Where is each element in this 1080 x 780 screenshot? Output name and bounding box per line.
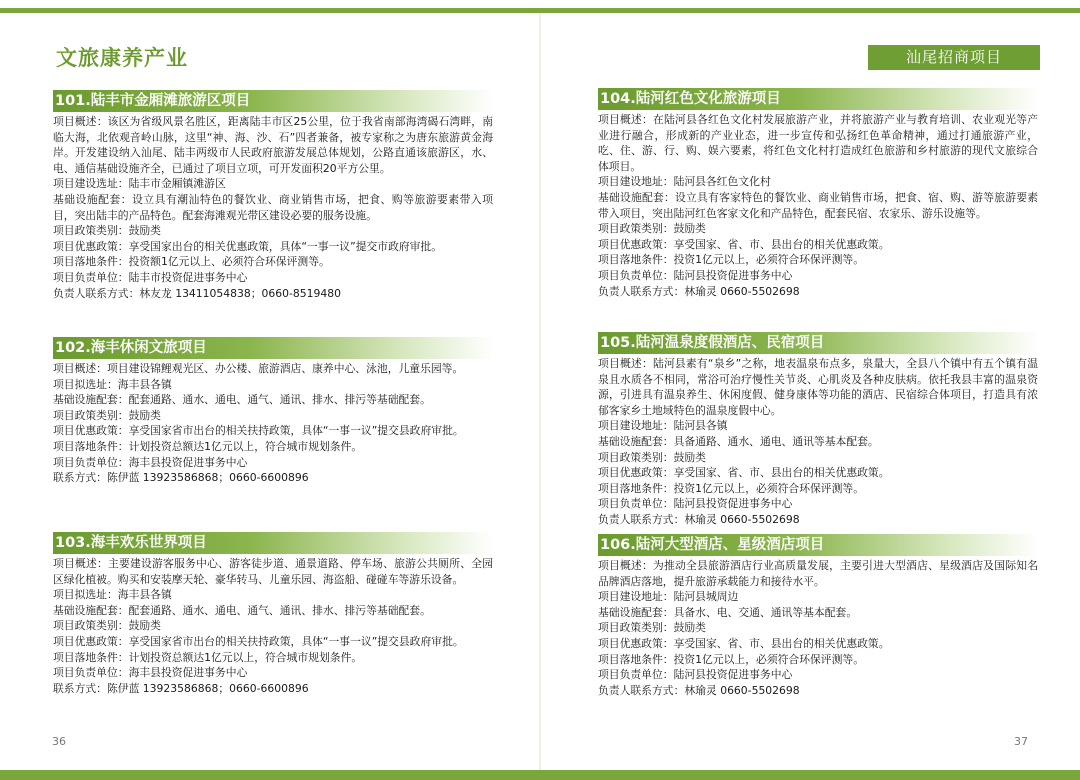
field-label: 项目优惠政策： <box>53 239 129 253</box>
project-field <box>53 665 493 681</box>
field-value: 具备水、电、交通、通讯等基本配套。 <box>673 605 858 619</box>
project-field <box>598 558 1038 589</box>
project-105 <box>598 332 1038 528</box>
project-field <box>53 270 493 286</box>
field-value: 该区为省级风景名胜区，距离陆丰市区25公里，位于我省南部海湾碣石湾畔，南临大海，北依观音岭山脉，这里“神、海、沙、石”四者兼备，被专家称之为唐东旅游黄金海岸。开发建设纳入汕尾、陆丰两级市人民政府旅游发展总体规划，公路直通该旅游区，水、电、通信基础设施齐全，已通过了项目立项，可开发面积20平方公里。 <box>53 115 493 175</box>
field-label: 项目落地条件： <box>53 255 129 269</box>
project-header <box>53 90 493 112</box>
project-body <box>598 110 1038 299</box>
section-title: 文旅康养产业 <box>56 46 188 70</box>
field-value: 计划投资总额达1亿元以上，符合城市规划条件。 <box>128 439 363 453</box>
field-label: 联系方式： <box>53 471 107 485</box>
project-field <box>598 683 1038 699</box>
project-field <box>53 455 493 471</box>
project-field <box>53 408 493 424</box>
field-label: 项目负责单位： <box>53 666 129 680</box>
field-value: 设立具有潮汕特色的餐饮业、商业销售市场，把食、购等旅游要素带入项目，突出陆丰的产品特色。配套海滩观光带区建设必要的服务设施。 <box>53 192 494 222</box>
field-value: 鼓励类 <box>128 619 161 633</box>
project-title: 104.陆河红色文化旅游项目 <box>600 91 781 107</box>
field-label: 项目优惠政策： <box>598 636 674 650</box>
project-field <box>598 636 1038 652</box>
field-label: 项目概述： <box>53 362 107 375</box>
field-value: 鼓励类 <box>128 408 161 422</box>
field-label: 项目拟选址： <box>53 377 118 391</box>
field-value: 享受国家省市出台的相关扶持政策，具体“一事一议”提交县政府审批。 <box>128 424 464 438</box>
field-value: 投资额1亿元以上、必须符合环保评测等。 <box>128 255 330 269</box>
project-header <box>598 534 1038 556</box>
project-field <box>598 237 1038 253</box>
project-title: 101.陆丰市金厢滩旅游区项目 <box>55 93 251 109</box>
project-field <box>53 470 493 486</box>
project-title: 103.海丰欢乐世界项目 <box>55 535 207 551</box>
field-label: 项目优惠政策： <box>53 424 129 438</box>
bottom-decorative-bar <box>0 770 1080 780</box>
field-label: 项目落地条件： <box>53 650 129 664</box>
field-label: 项目政策类别： <box>53 619 129 633</box>
field-value: 海丰县各镇 <box>117 588 172 602</box>
field-value: 在陆河县各红色文化村发展旅游产业，并将旅游产业与教育培训、农业观光等产业进行融合，形成新的产业业态，进一步宣传和弘扬红色革命精神，通过打通旅游产业，吃、住、游、行、购、娱六要素，将红色文化村打造成红色旅游和乡村旅游的现代文旅综合体项目。 <box>598 113 1039 173</box>
field-label: 项目概述： <box>598 357 653 370</box>
field-label: 项目优惠政策： <box>598 466 674 480</box>
field-value: 陆河县素有“泉乡”之称，地表温泉布点多，泉量大，全县八个镇中有五个镇有温泉且水质各不相同，常浴可治疗慢性关节炎、心肌炎及各种皮肤病。依托我县丰富的温泉资源，引进具有温泉养生、休闲度假、健身康体等功能的酒店、民宿综合体项目，打造具有浓郁客家乡土地域特色的温泉度假中心。 <box>598 357 1038 417</box>
project-field <box>598 450 1038 466</box>
field-value: 配套通路、通水、通电、通气、通讯、排水、排污等基础配套。 <box>128 603 431 617</box>
field-value: 享受国家、省、市、县出台的相关优惠政策。 <box>673 636 890 650</box>
field-value: 陆河县各红色文化村 <box>673 175 771 189</box>
field-value: 陈伊蓝 13923586868；0660-6600896 <box>106 681 309 695</box>
field-label: 项目概述： <box>598 559 654 572</box>
field-label: 基础设施配套： <box>53 192 133 206</box>
field-label: 项目概述： <box>53 557 109 570</box>
field-value: 设立具有客家特色的餐饮业、商业销售市场，把食、宿、购、游等旅游要素带入项目，突出陆河红色客家文化和产品特色，配套民宿、农家乐、游乐设施等。 <box>598 190 1039 220</box>
project-body <box>53 112 493 301</box>
project-field <box>53 681 493 697</box>
field-value: 配套通路、通水、通电、通气、通讯、排水、排污等基础配套。 <box>128 393 431 407</box>
project-field <box>598 512 1038 528</box>
project-field <box>53 286 493 302</box>
field-label: 项目负责单位： <box>53 455 129 469</box>
project-field <box>53 423 493 439</box>
field-label: 项目落地条件： <box>598 652 674 666</box>
field-value: 主要建设游客服务中心、游客徒步道、通景道路、停车场、旅游公共厕所、全园区绿化植被。购买和安装摩天轮、豪华转马、儿童乐园、海盗船、碰碰车等游乐设备。 <box>53 557 494 586</box>
field-label: 项目负责单位： <box>598 497 674 511</box>
project-field <box>598 465 1038 481</box>
field-label: 联系方式： <box>53 681 107 695</box>
project-field <box>598 356 1038 418</box>
field-value: 陆河县投资促进事务中心 <box>673 668 793 682</box>
field-value: 陆河县投资促进事务中心 <box>673 497 793 511</box>
project-field <box>53 239 493 255</box>
project-title: 106.陆河大型酒店、星级酒店项目 <box>600 537 825 553</box>
project-body <box>598 556 1038 698</box>
project-field <box>53 361 493 377</box>
project-header <box>598 88 1038 110</box>
project-field <box>598 418 1038 434</box>
project-field <box>598 620 1038 636</box>
project-field <box>53 192 493 223</box>
field-label: 负责人联系方式： <box>53 286 140 300</box>
project-field <box>598 605 1038 621</box>
field-value: 海丰县投资促进事务中心 <box>128 666 248 680</box>
field-value: 陆河县各镇 <box>673 419 728 433</box>
project-field <box>53 587 493 603</box>
project-field <box>598 589 1038 605</box>
project-field <box>53 650 493 666</box>
field-label: 项目建设地址： <box>598 590 674 604</box>
field-label: 项目负责单位： <box>598 668 674 682</box>
project-body <box>53 554 493 696</box>
project-field <box>598 252 1038 268</box>
field-label: 基础设施配套： <box>53 393 129 407</box>
field-label: 项目概述： <box>598 113 654 126</box>
project-field <box>598 652 1038 668</box>
field-label: 项目建设地址： <box>598 175 674 189</box>
field-value: 享受国家、省、市、县出台的相关优惠政策。 <box>673 466 890 480</box>
header-badge: 汕尾招商项目 <box>868 45 1040 70</box>
project-106 <box>598 534 1038 698</box>
field-label: 项目优惠政策： <box>53 634 129 648</box>
project-field <box>598 174 1038 190</box>
page-number-right: 37 <box>1014 735 1028 748</box>
field-label: 项目概述： <box>53 115 108 128</box>
field-value: 林瑜灵 0660-5502698 <box>684 683 800 697</box>
field-label: 负责人联系方式： <box>598 512 685 526</box>
project-field <box>598 496 1038 512</box>
field-label: 项目政策类别： <box>598 621 674 635</box>
project-101 <box>53 90 493 301</box>
project-102 <box>53 337 493 486</box>
field-label: 项目政策类别： <box>598 222 674 236</box>
project-title: 105.陆河温泉度假酒店、民宿项目 <box>600 335 825 351</box>
project-103 <box>53 532 493 696</box>
page-spine <box>539 13 541 770</box>
field-value: 林瑜灵 0660-5502698 <box>684 512 800 526</box>
project-field <box>598 481 1038 497</box>
field-value: 享受国家出台的相关优惠政策，具体“一事一议”提交市政府审批。 <box>128 239 443 253</box>
field-label: 项目优惠政策： <box>598 237 674 251</box>
field-label: 项目落地条件： <box>598 481 674 495</box>
project-header <box>53 337 493 359</box>
field-label: 项目政策类别： <box>598 450 674 464</box>
project-body <box>53 359 493 486</box>
project-field <box>53 603 493 619</box>
field-value: 鼓励类 <box>673 450 706 464</box>
field-label: 项目政策类别： <box>53 408 129 422</box>
project-field <box>53 556 493 587</box>
field-value: 林瑜灵 0660-5502698 <box>684 284 800 298</box>
project-field <box>53 377 493 393</box>
field-value: 为推动全县旅游酒店行业高质量发展，主要引进大型酒店、星级酒店及国际知名品牌酒店落地，提升旅游承载能力和接待水平。 <box>598 559 1039 588</box>
field-value: 投资1亿元以上，必须符合环保评测等。 <box>673 481 864 495</box>
project-field <box>53 223 493 239</box>
project-field <box>53 254 493 270</box>
field-label: 负责人联系方式： <box>598 284 685 298</box>
field-value: 享受国家、省、市、县出台的相关优惠政策。 <box>673 237 890 251</box>
project-title: 102.海丰休闲文旅项目 <box>55 340 207 356</box>
field-value: 陆丰市金厢镇滩游区 <box>128 177 226 191</box>
field-label: 项目建设地址： <box>598 419 674 433</box>
project-104 <box>598 88 1038 299</box>
project-field <box>53 176 493 192</box>
project-body <box>598 354 1038 528</box>
project-header <box>598 332 1038 354</box>
field-value: 陈伊蓝 13923586868；0660-6600896 <box>106 471 309 485</box>
project-field <box>598 434 1038 450</box>
field-value: 陆丰市投资促进事务中心 <box>128 270 248 284</box>
field-value: 享受国家省市出台的相关扶持政策，具体“一事一议”提交县政府审批。 <box>128 634 464 648</box>
field-value: 鼓励类 <box>128 224 161 238</box>
field-label: 项目政策类别： <box>53 224 129 238</box>
project-field <box>598 221 1038 237</box>
field-value: 项目建设锦鲤观光区、办公楼、旅游酒店、康养中心、泳池，儿童乐园等。 <box>106 362 464 375</box>
project-field <box>53 114 493 176</box>
field-value: 计划投资总额达1亿元以上，符合城市规划条件。 <box>128 650 363 664</box>
project-header <box>53 532 493 554</box>
project-field <box>598 112 1038 174</box>
field-label: 基础设施配套： <box>53 603 129 617</box>
field-label: 基础设施配套： <box>598 190 676 204</box>
field-label: 项目落地条件： <box>53 439 129 453</box>
project-field <box>598 190 1038 221</box>
field-value: 鼓励类 <box>673 222 706 236</box>
project-field <box>53 634 493 650</box>
project-field <box>53 439 493 455</box>
field-label: 负责人联系方式： <box>598 683 685 697</box>
field-label: 项目负责单位： <box>53 270 129 284</box>
field-value: 海丰县各镇 <box>117 377 172 391</box>
page-number-left: 36 <box>52 735 66 748</box>
field-label: 项目拟选址： <box>53 588 118 602</box>
project-field <box>53 392 493 408</box>
field-value: 陆河县城周边 <box>673 590 739 604</box>
field-value: 投资1亿元以上，必须符合环保评测等。 <box>673 652 864 666</box>
field-label: 基础设施配套： <box>598 434 674 448</box>
field-label: 项目落地条件： <box>598 253 674 267</box>
field-label: 项目建设选址： <box>53 177 129 191</box>
project-field <box>598 284 1038 300</box>
field-label: 基础设施配套： <box>598 605 674 619</box>
field-value: 投资1亿元以上，必须符合环保评测等。 <box>673 253 864 267</box>
field-value: 鼓励类 <box>673 621 706 635</box>
field-value: 陆河县投资促进事务中心 <box>673 268 793 282</box>
project-field <box>53 618 493 634</box>
project-field <box>598 667 1038 683</box>
field-value: 林友龙 13411054838；0660-8519480 <box>139 286 342 300</box>
project-field <box>598 268 1038 284</box>
field-value: 海丰县投资促进事务中心 <box>128 455 248 469</box>
field-value: 具备通路、通水、通电、通讯等基本配套。 <box>673 434 879 448</box>
field-label: 项目负责单位： <box>598 268 674 282</box>
